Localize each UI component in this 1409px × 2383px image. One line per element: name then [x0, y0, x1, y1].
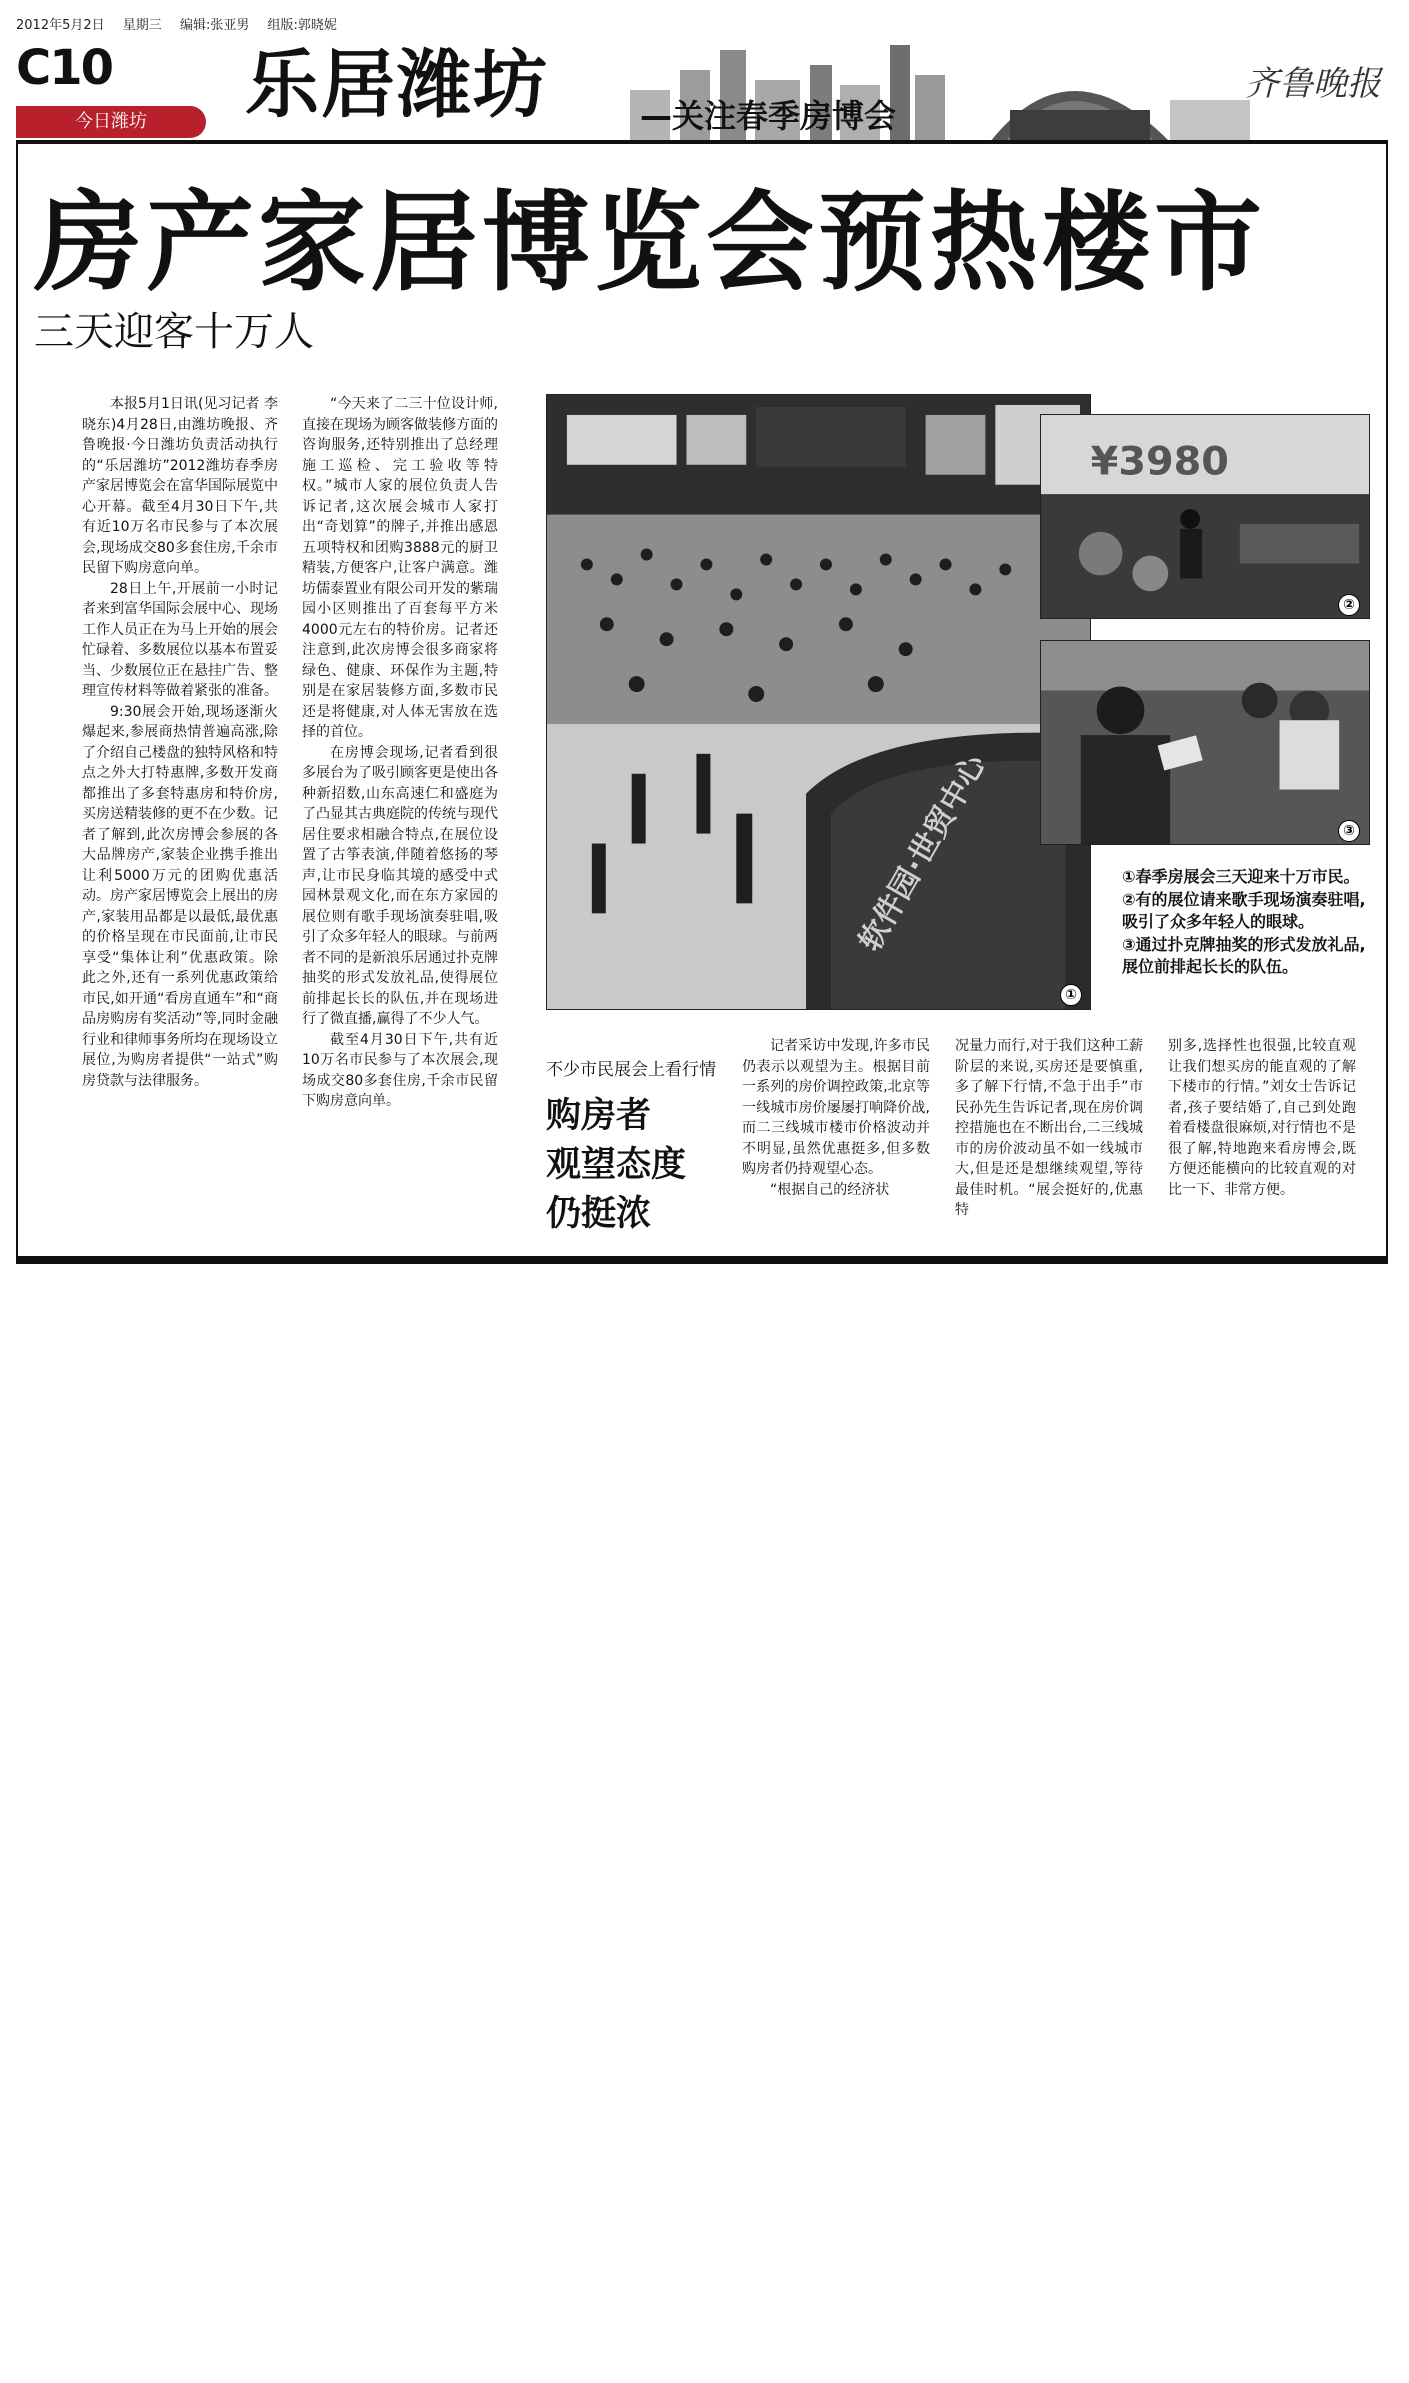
article-frame-bottom-rule [16, 1256, 1388, 1264]
subheadline: 三天迎客十万人 [34, 309, 314, 355]
sidebar-headline [546, 1092, 726, 1239]
paragraph: 9:30展会开始,现场逐渐火爆起来,参展商热情普遍高涨,除了介绍自己楼盘的独特风格和特点之外大打特惠牌,多数开发商都推出了多套特惠房和特价房,买房送精装修的更不在少数。记者了解到,此次房博会参展的各大品牌房产,家装企业携手推出让利5000万元的团购优惠活动。房产家居博览会上展出的房产,家装用品都是以最低,最优惠的价格呈现在市民面前,让市民享受“集体让利”优惠政策。除此之外,还有一系列优惠政策给市民,如开通“看房直通车”和“商品房购房有奖活动”等,同时金融行业和律师事务所均在现场设立展位,为购房者提供“一站式”购房贷款与法律服务。 [82, 703, 278, 1089]
price-banner-text: ¥3980 [1090, 438, 1229, 485]
section-title: 乐居潍坊 [245, 42, 549, 128]
paragraph: 在房博会现场,记者看到很多展台为了吸引顾客更是使出各种新招数,山东高速仁和盛庭为了凸显其古典庭院的传统与现代居住要求相融合特点,在展位设置了古筝表演,伴随着悠扬的琴声,让市民身临其境的感受中式园林景观文化,而在东方家园的展位则有歌手现场演奏驻唱,吸引了众多年轻人的眼球。与前两者不同的是新浪乐居通过扑克牌抽奖的形式发放礼品,使得展位前排起长长的队伍,并在现场进行了微直播,赢得了不少人气。 [302, 744, 498, 1027]
sidebar-headline-line: 仍挺浓 [546, 1194, 652, 1234]
body-column-2 [302, 394, 498, 1249]
paragraph: 28日上午,开展前一小时记者来到富华国际会展中心、现场工作人员正在为马上开始的展会忙碌着、多数展位以基本布置妥当、少数展位正在悬挂广告、整理宣传材料等做着紧张的准备。 [82, 580, 278, 699]
headline: 房产家居博览会预热楼市 [34, 181, 1267, 306]
paragraph: 况量力而行,对于我们这种工薪阶层的来说,买房还是要慎重,多了解下行情,不急于出手”市民孙先生告诉记者,现在房价调控措施也在不断出台,二三线城市的房价波动虽不如一线城市大,但是还是想继续观望,等待最佳时机。“展会挺好的,优惠特 [955, 1038, 1143, 1218]
issue-weekday: 星期三 [122, 18, 162, 33]
sidebar-headline-line: 购房者 [546, 1096, 652, 1136]
paragraph: 截至4月30日下午,共有近10万名市民参与了本次展会,现场成交80多套住房,千余市民留下购房意向单。 [302, 1031, 498, 1109]
sidebar-column-2 [955, 1036, 1143, 1251]
paragraph: 记者采访中发现,许多市民仍表示以观望为主。根据目前一系列的房价调控政策,北京等一线城市房价屡屡打响降价战,而二三线城市楼市价格波动并不明显,虽然优惠挺多,但多数购房者仍持观望心态。 [742, 1038, 930, 1177]
caption-2: ②有的展位请来歌手现场演奏驻唱,吸引了众多年轻人的眼球。 [1122, 890, 1366, 931]
sidebar-column-3 [1168, 1036, 1356, 1251]
editor-credit: 编辑:张亚男 [179, 18, 250, 33]
sidebar-kicker: 不少市民展会上看行情 [546, 1060, 716, 1080]
page-number: C10 [16, 40, 113, 96]
photo-1-number: ① [1060, 984, 1082, 1006]
photo-captions [1122, 866, 1372, 979]
page-meta [16, 14, 351, 33]
newspaper-logo: 齐鲁晚报 [1245, 64, 1381, 104]
photo-2-number: ② [1338, 594, 1360, 616]
photo-poker-lottery [1040, 640, 1370, 845]
caption-3: ③通过扑克牌抽奖的形式发放礼品,展位前排起长长的队伍。 [1122, 935, 1366, 976]
section-tag: 今日潍坊 [16, 106, 206, 138]
layout-credit: 组版:郭晓妮 [267, 18, 337, 33]
sidebar-column-1 [742, 1036, 930, 1251]
issue-date: 2012年5月2日 [16, 18, 105, 33]
section-subtitle: —关注春季房博会 [640, 97, 897, 135]
paragraph: “根据自己的经济状 [770, 1181, 890, 1198]
paragraph: “今天来了二三十位设计师,直接在现场为顾客做装修方面的咨询服务,还特别推出了总经理施工巡检、完工验收等特权。”城市人家的展位负责人告诉记者,这次展会城市人家打出“奇划算”的牌子,并推出感恩五项特权和团购3888元的厨卫精装,方便客户,让客户满意。潍坊儒泰置业有限公司开发的紫瑞园小区则推出了百套每平方米4000元左右的特价房。记者还注意到,此次房博会很多商家将绿色、健康、环保作为主题,特别是在家居装修方面,多数市民还是将健康,对人体无害放在选择的首位。 [302, 396, 498, 740]
exhibit-arch-sign: 软件园·世贸中心 [852, 748, 993, 958]
photo-band-performance [1040, 414, 1370, 619]
paragraph: 本报5月1日讯(见习记者 李晓东)4月28日,由潍坊晚报、齐鲁晚报·今日潍坊负责活动执行的“乐居潍坊”2012潍坊春季房产家居博览会在富华国际展览中心开幕。截至4月30日下午,共有近10万名市民参与了本次展会,现场成交80多套住房,千余市民留下购房意向单。 [82, 396, 278, 576]
sidebar-headline-line: 观望态度 [546, 1145, 687, 1185]
photo-3-number: ③ [1338, 820, 1360, 842]
body-column-1 [82, 394, 278, 1249]
photo-exhibition-crowd [546, 394, 1091, 1010]
caption-1: ①春季房展会三天迎来十万市民。 [1122, 867, 1360, 886]
paragraph: 别多,选择性也很强,比较直观让我们想买房的能直观的了解下楼市的行情。”刘女士告诉记者,孩子要结婚了,自己到处跑着看楼盘很麻烦,对行情也不是很了解,特地跑来看房博会,既方便还能横向的比较直观的对比一下、非常方便。 [1168, 1038, 1356, 1198]
